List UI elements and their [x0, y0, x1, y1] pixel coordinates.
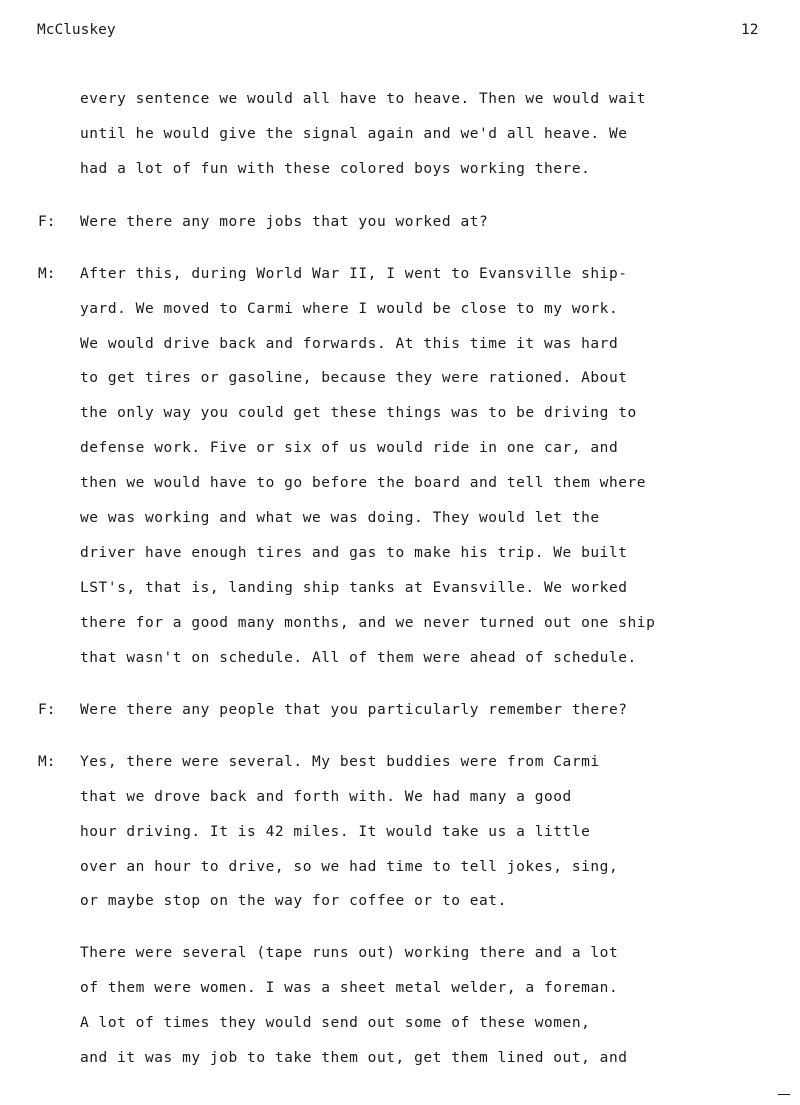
speaker-label: F: [38, 214, 56, 230]
text-line: Were there any people that you particularly remember there? [80, 702, 628, 718]
text-line: there for a good many months, and we never turned out one ship [80, 615, 656, 631]
text-line: that wasn't on schedule. All of them were ahead of schedule. [80, 650, 637, 666]
text-line: over an hour to drive, so we had time to tell jokes, sing, [80, 859, 619, 875]
text-line: LST's, that is, landing ship tanks at Evansville. We worked [80, 580, 628, 596]
speaker-label: F: [38, 702, 56, 718]
text-line: of them were women. I was a sheet metal welder, a foreman. [80, 980, 619, 996]
speaker-label: M: [38, 266, 56, 282]
text-line: the only way you could get these things was to be driving to [80, 405, 637, 421]
text-line: There were several (tape runs out) working there and a lot [80, 945, 619, 961]
text-line: We would drive back and forwards. At this time it was hard [80, 336, 619, 352]
text-line: After this, during World War II, I went to Evansville ship- [80, 266, 628, 282]
text-line: A lot of times they would send out some of these women, [80, 1015, 591, 1031]
text-line: Were there any more jobs that you worked at? [80, 214, 489, 230]
text-line: or maybe stop on the way for coffee or to eat. [80, 893, 507, 909]
text-line: to get tires or gasoline, because they were rationed. About [80, 370, 628, 386]
text-line: then we would have to go before the board and tell them where [80, 475, 647, 491]
text-line: hour driving. It is 42 miles. It would take us a little [80, 824, 591, 840]
page-edge-mark [778, 1094, 790, 1095]
text-line: we was working and what we was doing. They would let the [80, 510, 600, 526]
text-line: that we drove back and forth with. We had many a good [80, 789, 572, 805]
text-line: and it was my job to take them out, get them lined out, and [80, 1050, 628, 1066]
text-line: yard. We moved to Carmi where I would be close to my work. [80, 301, 619, 317]
text-line: until he would give the signal again and we'd all heave. We [80, 126, 628, 142]
text-line: every sentence we would all have to heave. Then we would wait [80, 91, 647, 107]
page-number: 12 [741, 22, 759, 38]
text-line: had a lot of fun with these colored boys working there. [80, 161, 591, 177]
speaker-label: M: [38, 754, 56, 770]
header-interviewee-name: McCluskey [37, 22, 116, 38]
text-line: defense work. Five or six of us would ride in one car, and [80, 440, 619, 456]
text-line: driver have enough tires and gas to make his trip. We built [80, 545, 628, 561]
text-line: Yes, there were several. My best buddies were from Carmi [80, 754, 600, 770]
